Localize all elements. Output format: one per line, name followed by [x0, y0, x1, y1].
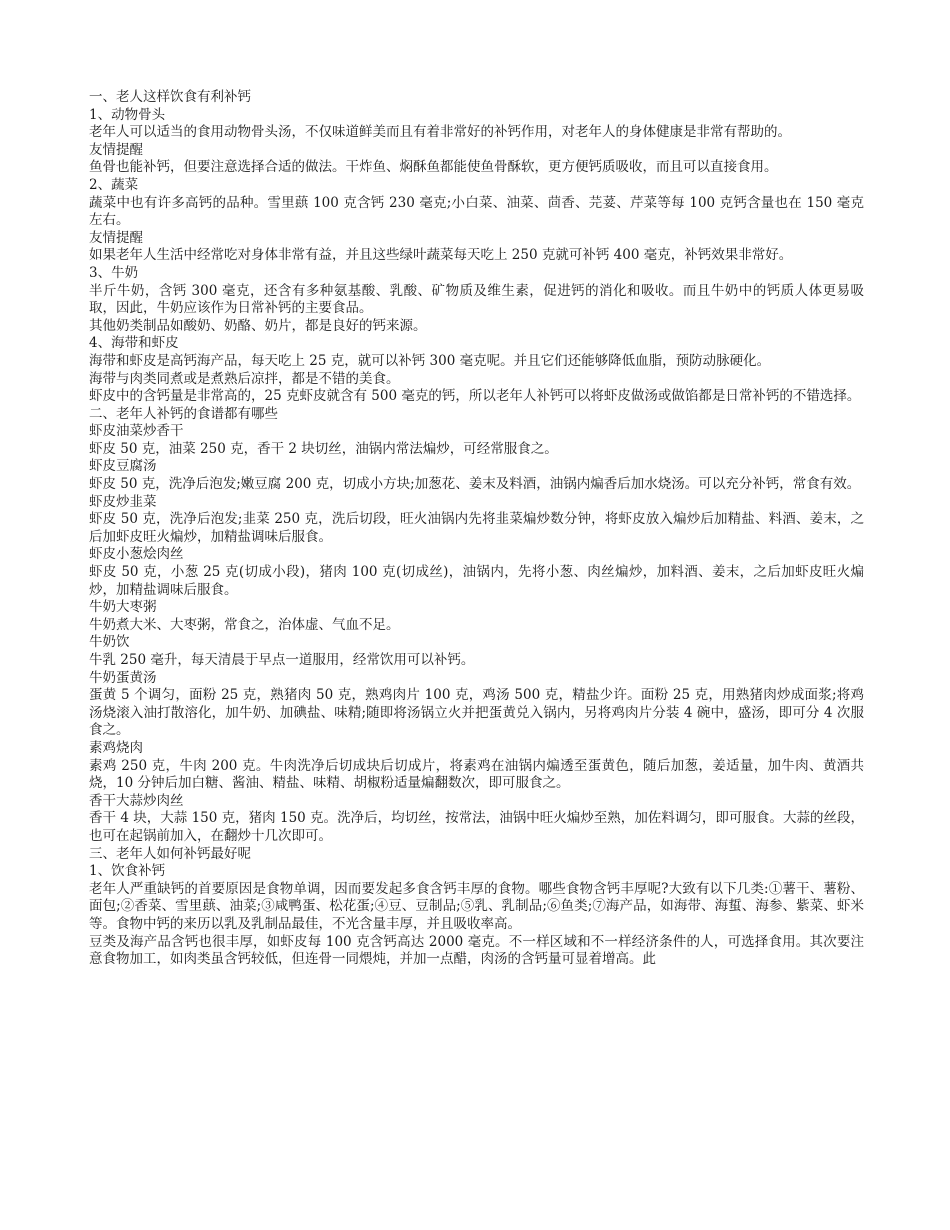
paragraph: 海带和虾皮是高钙海产品，每天吃上 25 克，就可以补钙 300 毫克呢。并且它们还能够降低血脂，预防动脉硬化。 — [89, 352, 771, 369]
paragraph: 海带与肉类同煮或是煮熟后凉拌，都是不错的美食。 — [89, 370, 400, 387]
paragraph: 如果老年人生活中经常吃对身体非常有益，并且这些绿叶蔬菜每天吃上 250 克就可补钙 400 毫克，补钙效果非常好。 — [89, 247, 793, 264]
paragraph: 牛奶煮大米、大枣粥，常食之，治体虚、气血不足。 — [89, 616, 400, 633]
paragraph: 蛋黄 5 个调匀，面粉 25 克，熟猪肉 50 克，熟鸡肉片 100 克，鸡汤 500 克，精盐少许。面粉 25 克，用熟猪肉炒成面浆;将鸡汤烧滚入油打散溶化，加牛奶、加碘盐、味精;随即将汤锅立火并把蛋黄兑入锅内，另将鸡肉片分装 4 碗中，盛汤，即可分 4 次服食之。 — [89, 687, 864, 739]
paragraph: 虾皮 50 克，洗净后泡发;嫩豆腐 200 克，切成小方块;加葱花、姜末及料酒，油锅内煸香后加水烧汤。可以充分补钙，常食有效。 — [89, 476, 861, 493]
recipe-title: 虾皮豆腐汤 — [89, 458, 157, 475]
subheading: 4、海带和虾皮 — [89, 335, 179, 352]
recipe-title: 虾皮炒韭菜 — [89, 493, 157, 510]
section-heading: 一、老人这样饮食有利补钙 — [89, 89, 251, 105]
section-heading: 二、老年人补钙的食谱都有哪些 — [89, 405, 278, 422]
paragraph: 蔬菜中也有许多高钙的品种。雪里蕻 100 克含钙 230 毫克;小白菜、油菜、茴香、芫荽、芹菜等每 100 克钙含量也在 150 毫克左右。 — [89, 194, 864, 229]
subheading: 友情提醒 — [89, 141, 143, 158]
document-body — [89, 89, 864, 969]
paragraph: 牛乳 250 毫升，每天清晨于早点一道服用，经常饮用可以补钙。 — [89, 652, 475, 668]
paragraph: 鱼骨也能补钙，但要注意选择合适的做法。干炸鱼、焖酥鱼都能使鱼骨酥软，更方便钙质吸收，而且可以直接食用。 — [89, 159, 778, 176]
subheading: 3、牛奶 — [89, 264, 139, 281]
recipe-title: 牛奶蛋黄汤 — [89, 669, 157, 686]
paragraph: 香干 4 块，大蒜 150 克，猪肉 150 克。洗净后，均切丝，按常法，油锅中旺火煸炒至熟，加佐料调匀，即可服食。大蒜的丝段，也可在起锅前加入，在翻炒十几次即可。 — [89, 810, 864, 844]
recipe-title: 牛奶大枣粥 — [89, 599, 157, 616]
paragraph: 老年人严重缺钙的首要原因是食物单调，因而要发起多食含钙丰厚的食物。哪些食物含钙丰厚呢?大致有以下几类:①薯干、薯粉、面包;②香菜、雪里蕻、油菜;③咸鸭蛋、松花蛋;④豆、豆制品;⑤乳、乳制品;⑥鱼类;⑦海产品，如海带、海蜇、海参、紫菜、虾米等。食物中钙的来历以乳及乳制品最佳，不光含量丰厚，并且吸收率高。 — [89, 880, 864, 932]
recipe-title: 虾皮油菜炒香干 — [89, 423, 184, 440]
paragraph: 素鸡 250 克，牛肉 200 克。牛肉洗净后切成块后切成片，将素鸡在油锅内煸透至蛋黄色，随后加葱，姜适量，加牛肉、黄酒共烧，10 分钟后加白糖、酱油、精盐、味精、胡椒粉适量煸翻数次，即可服食之。 — [89, 757, 864, 792]
paragraph: 半斤牛奶，含钙 300 毫克，还含有多种氨基酸、乳酸、矿物质及维生素，促进钙的消化和吸收。而且牛奶中的钙质人体更易吸取，因此，牛奶应该作为日常补钙的主要食品。 — [89, 282, 864, 317]
recipe-title: 虾皮小葱烩肉丝 — [89, 546, 184, 563]
paragraph: 虾皮 50 克，小葱 25 克(切成小段)，猪肉 100 克(切成丝)，油锅内，先将小葱、肉丝煸炒，加料酒、姜末，之后加虾皮旺火煸炒，加精盐调味后服食。 — [89, 564, 864, 598]
section-heading: 三、老年人如何补钙最好呢 — [89, 845, 251, 862]
recipe-title: 香干大蒜炒肉丝 — [89, 792, 184, 809]
subheading: 2、蔬菜 — [89, 176, 139, 193]
paragraph: 豆类及海产品含钙也很丰厚，如虾皮每 100 克含钙高达 2000 毫克。不一样区域和不一样经济条件的人，可选择食用。其次要注意食物加工，如肉类虽含钙较低，但连骨一同煨炖，并加一点醋，肉汤的含钙量可显着增高。此 — [89, 933, 864, 968]
subheading: 1、动物骨头 — [89, 106, 166, 123]
paragraph: 老年人可以适当的食用动物骨头汤，不仅味道鲜美而且有着非常好的补钙作用，对老年人的身体健康是非常有帮助的。 — [89, 124, 791, 141]
recipe-title: 素鸡烧肉 — [89, 739, 143, 756]
recipe-title: 牛奶饮 — [89, 634, 130, 651]
paragraph: 其他奶类制品如酸奶、奶酪、奶片，都是良好的钙来源。 — [89, 317, 427, 334]
paragraph: 虾皮中的含钙量是非常高的，25 克虾皮就含有 500 毫克的钙，所以老年人补钙可以将虾皮做汤或做馅都是日常补钙的不错选择。 — [89, 388, 861, 405]
paragraph: 虾皮 50 克，油菜 250 克，香干 2 块切丝，油锅内常法煸炒，可经常服食之。 — [89, 440, 558, 457]
paragraph: 虾皮 50 克，洗净后泡发;韭菜 250 克，洗后切段，旺火油锅内先将韭菜煸炒数分钟，将虾皮放入煸炒后加精盐、料酒、姜末，之后加虾皮旺火煸炒，加精盐调味后服食。 — [89, 511, 864, 545]
subheading: 1、饮食补钙 — [89, 863, 166, 880]
subheading: 友情提醒 — [89, 229, 143, 246]
